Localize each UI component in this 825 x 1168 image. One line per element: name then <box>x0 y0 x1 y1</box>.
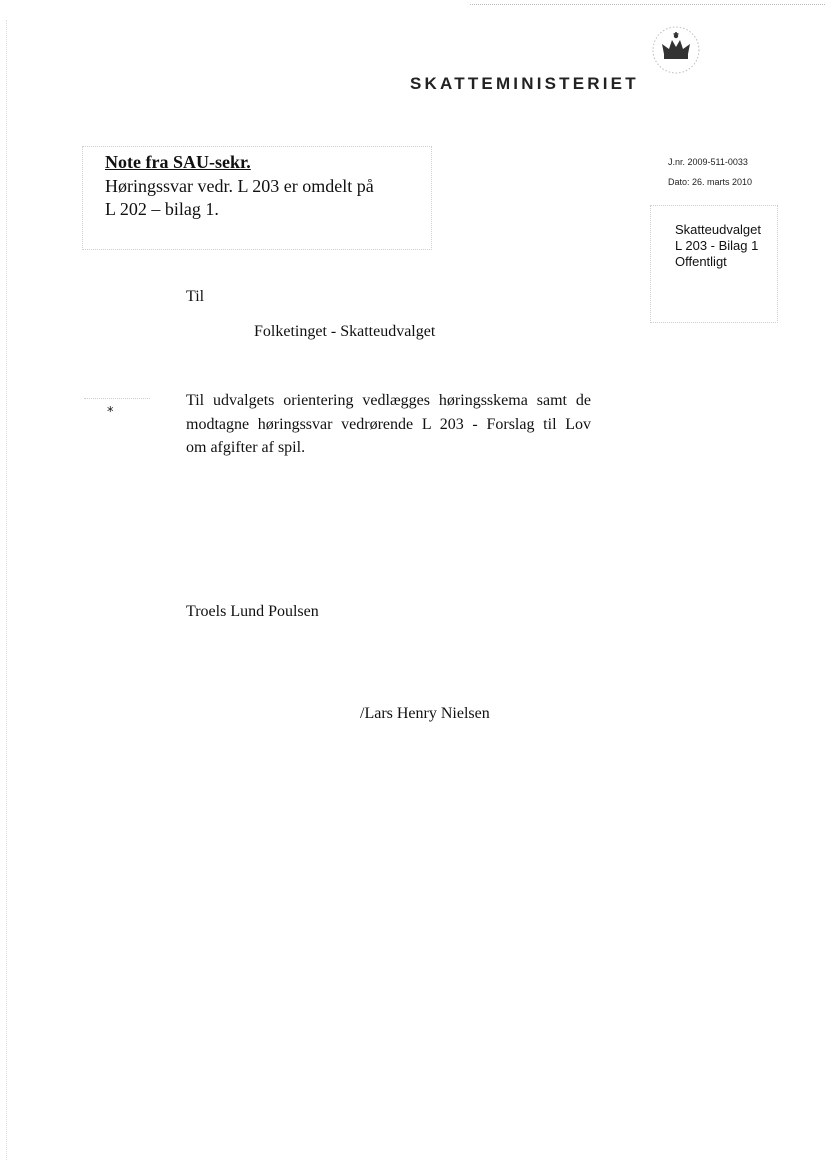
signature-official: /Lars Henry Nielsen <box>360 705 490 722</box>
signature-minister: Troels Lund Poulsen <box>186 603 319 620</box>
crown-logo-icon <box>650 24 702 76</box>
note-line-1: Høringssvar vedr. L 203 er omdelt på <box>105 176 374 196</box>
journal-number: J.nr. 2009-511-0033 <box>668 157 748 167</box>
margin-mark-box <box>84 398 150 437</box>
ministry-name: SKATTEMINISTERIET <box>410 74 639 93</box>
paragraph-line-2: modtagne høringssvar vedrørende L 203 - Forslag til Lov <box>186 415 591 433</box>
stamp-status: Offentligt <box>675 254 727 269</box>
recipient: Folketinget - Skatteudvalget <box>254 323 436 340</box>
stamp-committee: Skatteudvalget <box>675 222 762 237</box>
stamp-bilag: L 203 - Bilag 1 <box>675 238 759 253</box>
document-date: Dato: 26. marts 2010 <box>668 177 753 187</box>
scan-artifact-top <box>470 4 825 5</box>
margin-star: * <box>107 405 114 420</box>
paragraph-line-1: Til udvalgets orientering vedlægges høringsskema samt de <box>186 392 591 409</box>
scan-artifact-left <box>6 20 7 1160</box>
addressee-label: Til <box>186 288 205 305</box>
note-title: Note fra SAU-sekr. <box>105 152 251 172</box>
note-line-2: L 202 – bilag 1. <box>105 199 219 219</box>
body-paragraph <box>186 389 591 460</box>
paragraph-line-3: om afgifter af spil. <box>186 439 306 456</box>
